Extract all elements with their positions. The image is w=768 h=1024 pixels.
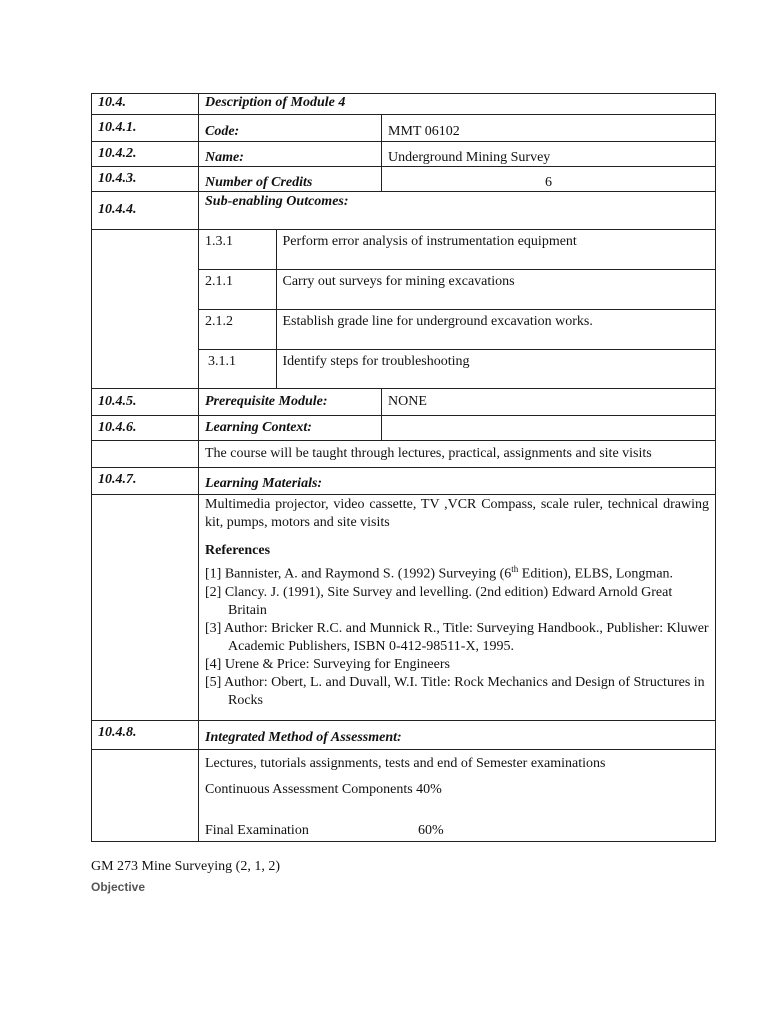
row-name — [92, 142, 716, 167]
row-materials-body — [92, 495, 716, 721]
final-exam-label: Final Examination — [205, 823, 309, 838]
code-label: Code: — [199, 115, 382, 142]
outcome-text: Identify steps for troubleshooting — [276, 350, 715, 389]
outcome-text: Establish grade line for underground excavation works. — [276, 310, 715, 350]
continuous-assessment: Continuous Assessment Components 40% — [205, 782, 442, 797]
outcome-text: Perform error analysis of instrumentation equipment — [276, 230, 715, 270]
materials-number: 10.4.7. — [92, 468, 199, 495]
row-prerequisite — [92, 389, 716, 416]
name-label: Name: — [199, 142, 382, 167]
row-credits — [92, 167, 716, 192]
materials-text: Multimedia projector, video cassette, TV ,VCR Compass, scale ruler, technical drawing kit, pumps, motors and site visits — [205, 497, 710, 530]
outcome-row — [199, 270, 715, 310]
outcome-code: 2.1.1 — [199, 270, 276, 310]
reference-item: [1] Bannister, A. and Raymond S. (1992) Surveying (6th Edition), ELBS, Longman. — [205, 564, 674, 582]
outcome-text: Carry out surveys for mining excavations — [276, 270, 715, 310]
final-exam-value: 60% — [418, 823, 444, 838]
outcomes-label: Sub-enabling Outcomes: — [199, 192, 716, 230]
name-value: Underground Mining Survey — [382, 142, 716, 167]
reference-item: [5] Author: Obert, L. and Duvall, W.I. Title: Rock Mechanics and Design of Structures in Rocks — [205, 674, 705, 708]
section-title: Description of Module 4 — [199, 94, 716, 115]
outcome-code: 1.3.1 — [199, 230, 276, 270]
name-number: 10.4.2. — [92, 142, 199, 167]
assessment-label: Integrated Method of Assessment: — [199, 721, 716, 750]
context-number: 10.4.6. — [92, 416, 199, 441]
reference-item: [3] Author: Bricker R.C. and Munnick R., Title: Surveying Handbook., Publisher: Kluwer Academic Publishers, ISBN 0-412-98511-X, 1995. — [205, 620, 709, 654]
outcome-code: 2.1.2 — [199, 310, 276, 350]
row-assessment-header — [92, 721, 716, 750]
row-outcomes-list — [92, 230, 716, 389]
outcome-row — [199, 310, 715, 350]
row-context-text — [92, 441, 716, 468]
row-section-title — [92, 94, 716, 115]
credits-label: Number of Credits — [199, 167, 382, 192]
references-heading: References — [205, 543, 271, 558]
materials-label: Learning Materials: — [199, 468, 716, 495]
code-value: MMT 06102 — [382, 115, 716, 142]
row-outcomes-header — [92, 192, 716, 230]
row-context-header — [92, 416, 716, 441]
credits-number: 10.4.3. — [92, 167, 199, 192]
context-label: Learning Context: — [199, 416, 382, 441]
context-text: The course will be taught through lectures, practical, assignments and site visits — [199, 441, 716, 468]
prereq-value: NONE — [382, 389, 716, 416]
reference-item: [2] Clancy. J. (1991), Site Survey and levelling. (2nd edition) Edward Arnold Great Britain — [205, 584, 673, 618]
outcomes-table — [199, 230, 715, 388]
row-code — [92, 115, 716, 142]
prereq-label: Prerequisite Module: — [199, 389, 382, 416]
assessment-methods: Lectures, tutorials assignments, tests and end of Semester examinations — [205, 756, 606, 771]
outcome-row — [199, 350, 715, 389]
objective-heading: Objective — [91, 880, 146, 894]
module-description-table — [91, 93, 716, 842]
row-materials-header — [92, 468, 716, 495]
outcome-code: 3.1.1 — [199, 350, 276, 389]
section-number: 10.4. — [92, 94, 199, 115]
final-exam-line — [205, 822, 709, 839]
prereq-number: 10.4.5. — [92, 389, 199, 416]
row-assessment-body — [92, 750, 716, 842]
outcome-row — [199, 230, 715, 270]
assessment-number: 10.4.8. — [92, 721, 199, 750]
outcomes-number: 10.4.4. — [92, 192, 199, 230]
course-title-line: GM 273 Mine Surveying (2, 1, 2) — [91, 859, 280, 874]
credits-value: 6 — [382, 167, 716, 192]
code-number: 10.4.1. — [92, 115, 199, 142]
reference-item: [4] Urene & Price: Surveying for Engineers — [205, 656, 450, 672]
